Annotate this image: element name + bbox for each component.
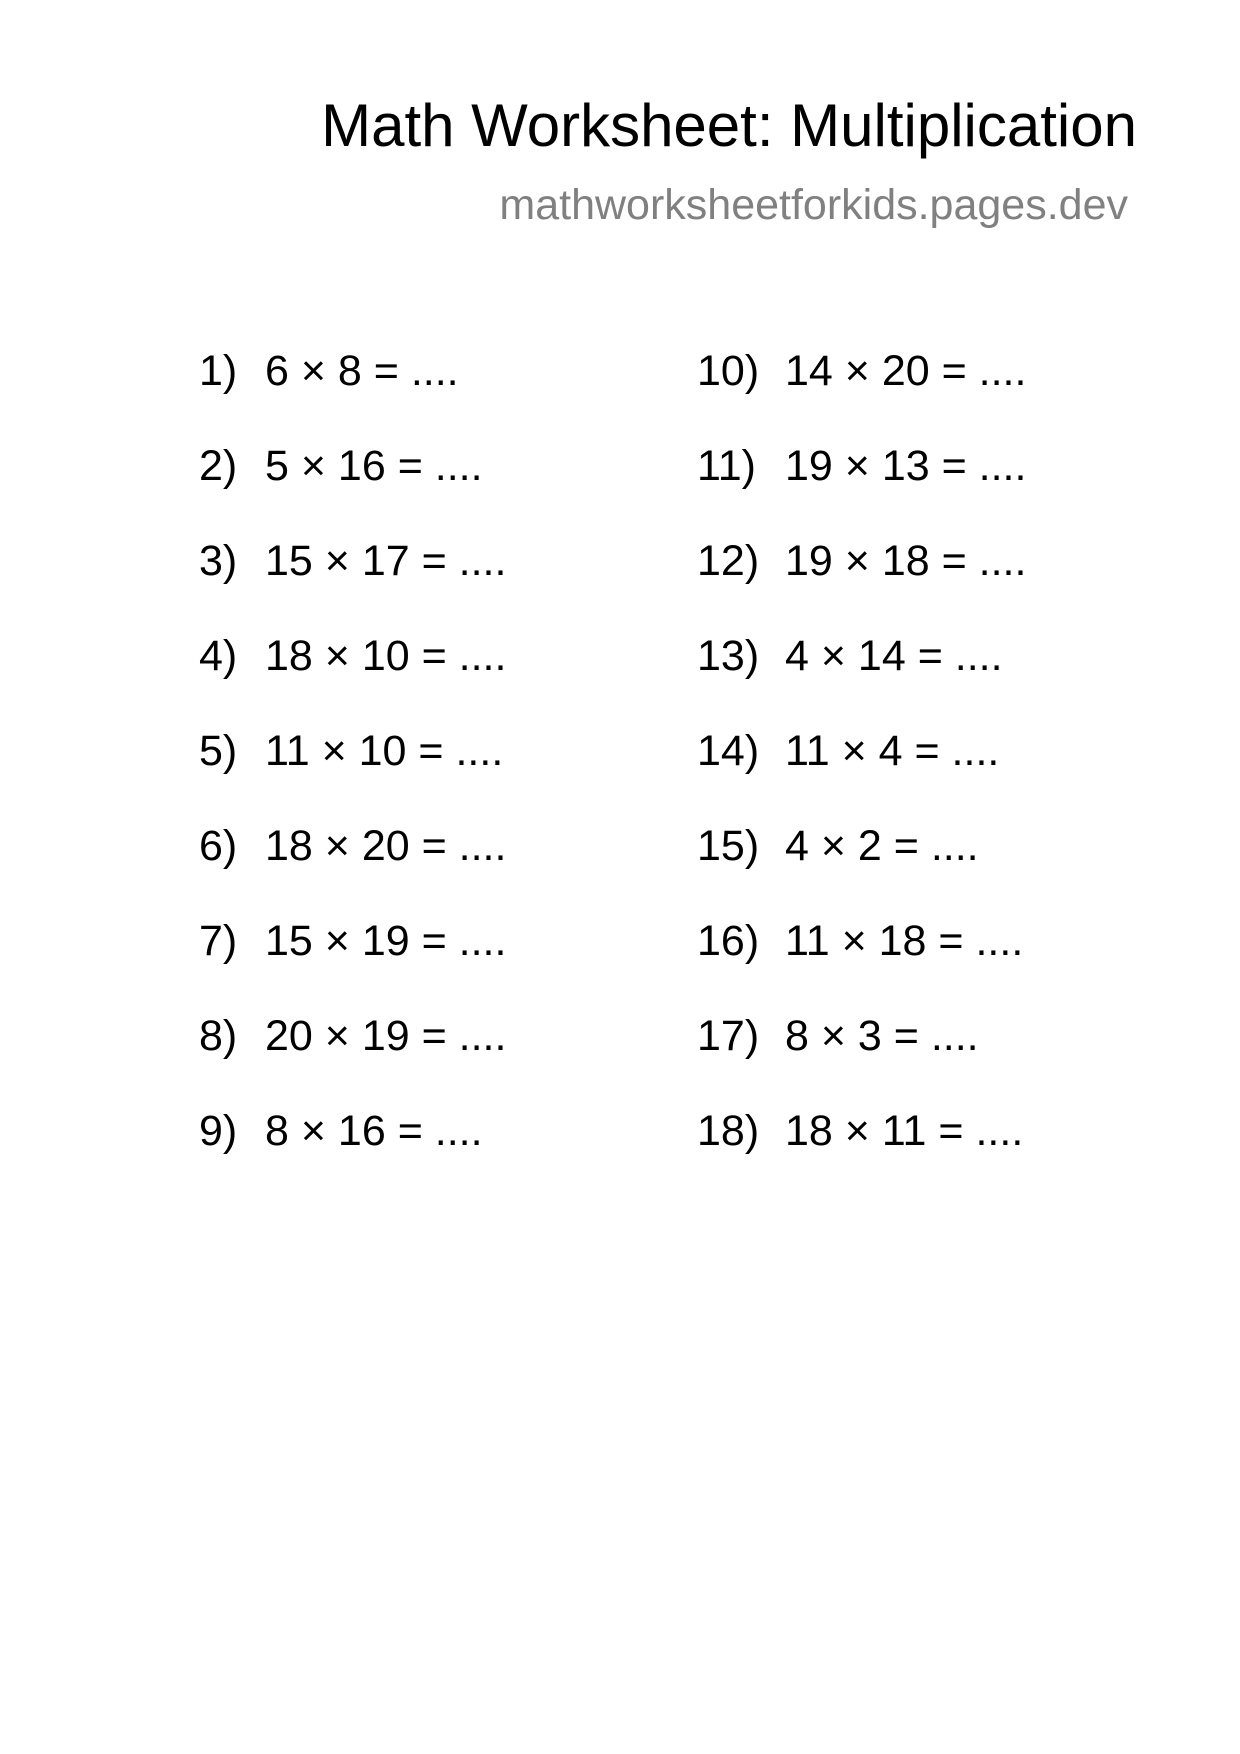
problem-expression: 18 × 20 = .... [265,822,507,870]
problem-item [697,1107,1026,1205]
problem-item [697,822,1026,920]
problem-number: 15) [697,822,760,870]
problem-number: 3) [199,537,238,585]
problem-item [199,442,506,540]
problem-number: 4) [199,632,238,680]
problem-item [697,442,1027,540]
problem-item [697,727,1026,825]
problem-item [199,1012,507,1110]
problem-expression: 15 × 19 = .... [265,917,507,965]
problem-item [199,917,507,1015]
problem-expression: 20 × 19 = .... [265,1012,507,1060]
problem-number: 7) [199,917,238,965]
problem-item [697,632,1026,730]
problem-number: 8) [199,1012,238,1060]
problem-item [697,347,1027,445]
problem-item [199,632,507,730]
problem-item [199,1107,506,1205]
problem-number: 1) [199,347,238,395]
problem-expression: 4 × 2 = .... [785,822,979,870]
problem-item [697,1012,1026,1110]
problem-expression: 19 × 13 = .... [785,442,1027,490]
problem-expression: 18 × 11 = .... [785,1107,1024,1155]
problem-expression: 11 × 10 = .... [265,727,504,775]
problem-expression: 6 × 8 = .... [265,347,459,395]
problem-expression: 5 × 16 = .... [265,442,483,490]
problem-expression: 19 × 18 = .... [785,537,1027,585]
problem-number: 6) [199,822,238,870]
problem-expression: 15 × 17 = .... [265,537,507,585]
problem-column-left [199,347,507,1205]
worksheet-title: Math Worksheet: Multiplication [321,92,1137,159]
problem-column-right [697,347,1027,1205]
problem-number: 2) [199,442,238,490]
problem-expression: 11 × 18 = .... [785,917,1024,965]
problem-number: 17) [697,1012,760,1060]
problem-expression: 4 × 14 = .... [785,632,1003,680]
problem-expression: 8 × 16 = .... [265,1107,483,1155]
problem-item [697,537,1027,635]
problem-item [199,537,507,635]
problem-number: 18) [697,1107,760,1155]
problem-number: 11) [697,442,756,490]
problem-item [199,727,506,825]
problem-number: 9) [199,1107,238,1155]
worksheet-source-url: mathworksheetforkids.pages.dev [499,181,1128,229]
problem-item [697,917,1026,1015]
problem-number: 10) [697,347,760,395]
problem-number: 14) [697,727,760,775]
problem-number: 5) [199,727,238,775]
problem-number: 13) [697,632,760,680]
problem-expression: 14 × 20 = .... [785,347,1027,395]
problem-expression: 11 × 4 = .... [785,727,1000,775]
problem-number: 12) [697,537,760,585]
problem-number: 16) [697,917,760,965]
problem-expression: 18 × 10 = .... [265,632,507,680]
problem-item [199,347,506,445]
problem-item [199,822,507,920]
problem-expression: 8 × 3 = .... [785,1012,979,1060]
